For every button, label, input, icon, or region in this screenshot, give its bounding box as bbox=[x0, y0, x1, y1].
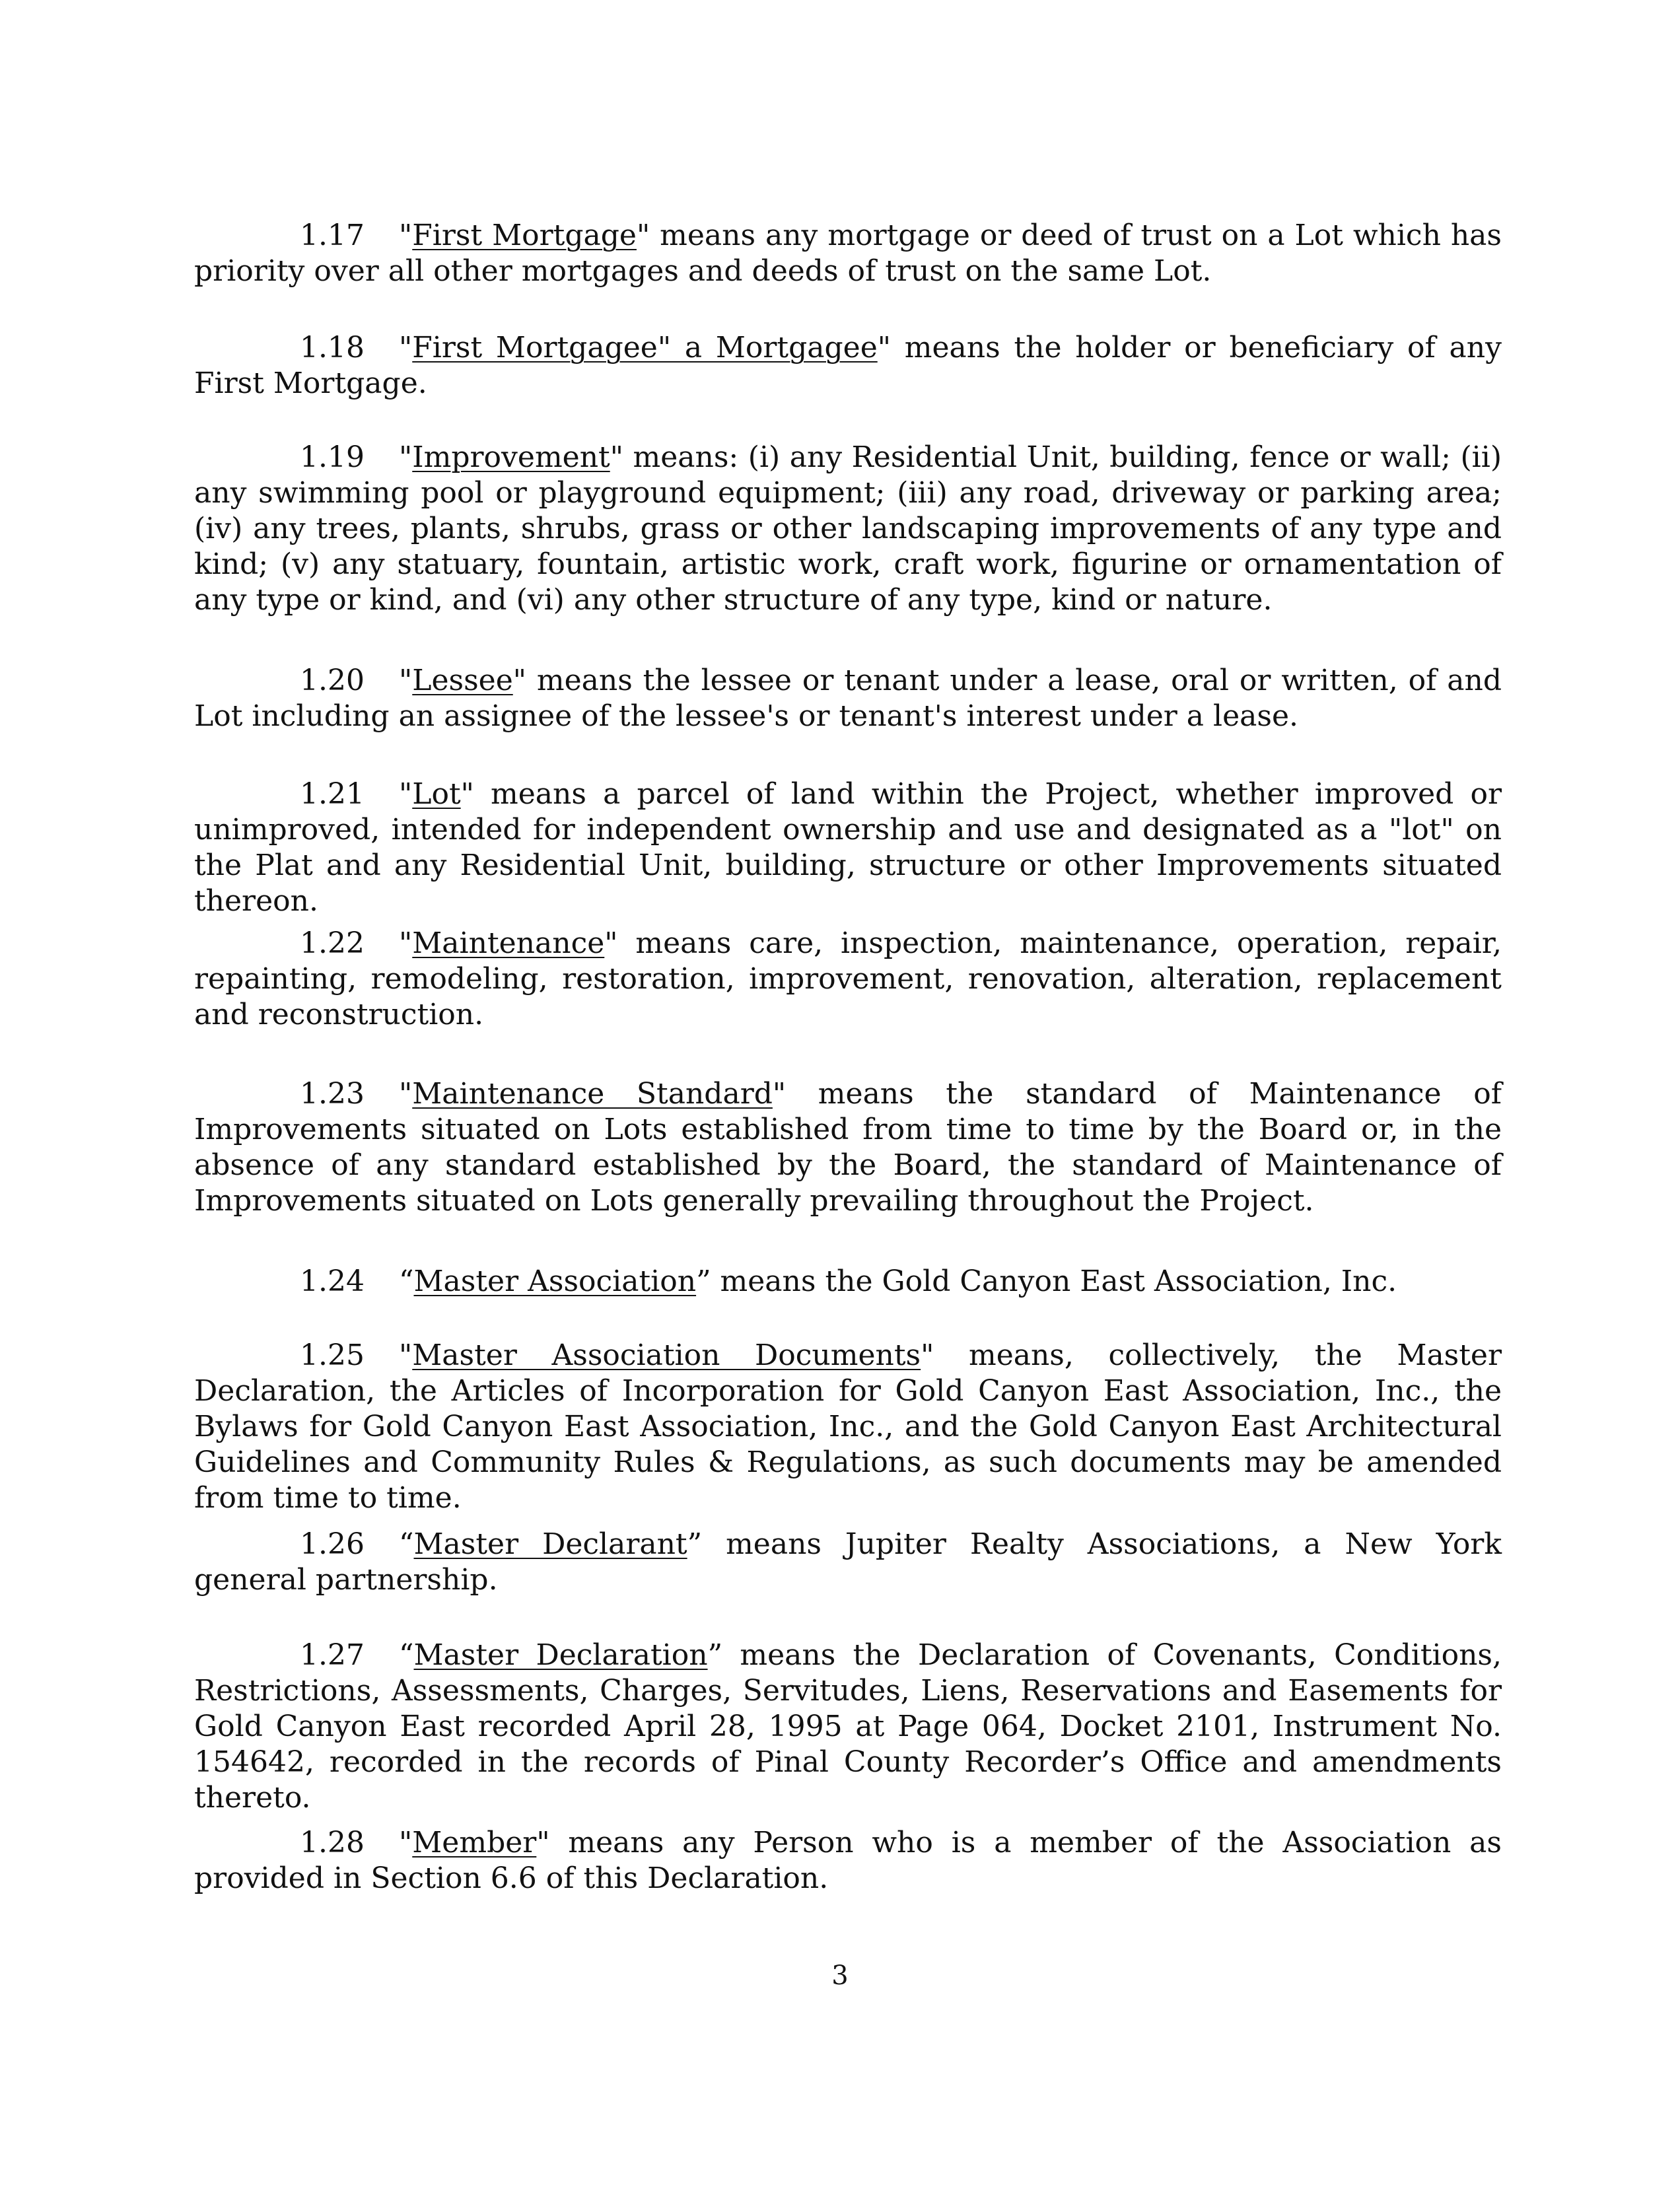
definition-text: means the Gold Canyon East Association, Inc. bbox=[711, 1265, 1397, 1298]
defined-term: Member bbox=[412, 1826, 537, 1859]
definition-text: means the standard of Maintenance of Improvements situated on Lots established from time to time by the Board or, in the absence of any standard established by the Board, the standard of Maintenance of Improvements situated on Lots generally prevailing throughout the Project. bbox=[194, 1077, 1502, 1218]
defined-term: Master Association bbox=[413, 1265, 697, 1298]
definition-1-19: 1.19 "Improvement" means: (i) any Residential Unit, building, fence or wall; (ii) any swimming pool or playground equipment; (iii) any road, driveway or parking area; (iv) any trees, plants, shrubs, grass or other landscaping improvements of any type and kind; (v) any statuary, fountain, artistic work, craft work, figurine or ornamentation of any type or kind, and (vi) any other structure of any type, kind or nature. bbox=[194, 440, 1502, 617]
defined-term: Maintenance Standard bbox=[412, 1077, 773, 1111]
definition-text: means: (i) any Residential Unit, building, fence or wall; (ii) any swimming pool or playground equipment; (iii) any road, driveway or parking area; (iv) any trees, plants, shrubs, grass or other landscaping improvements of any type and kind; (v) any statuary, fountain, artistic work, craft work, figurine or ornamentation of any type or kind, and (vi) any other structure of any type, kind or nature. bbox=[194, 440, 1502, 617]
page-number: 3 bbox=[831, 1961, 849, 1991]
definition-1-23: 1.23 "Maintenance Standard" means the standard of Maintenance of Improvements situated on Lots established from time to time by the Board or, in the absence of any standard established by the Board, the standard of Maintenance of Improvements situated on Lots generally prevailing throughout the Project. bbox=[194, 1077, 1502, 1218]
definition-1-20: 1.20 "Lessee" means the lessee or tenant under a lease, oral or written, of and Lot including an assignee of the lessee's or tenant's interest under a lease. bbox=[194, 664, 1502, 733]
definition-1-25: 1.25 "Master Association Documents" means, collectively, the Master Declaration, the Articles of Incorporation for Gold Canyon East Association, Inc., the Bylaws for Gold Canyon East Association, Inc., and the Gold Canyon East Architectural Guidelines and Community Rules & Regulations, as such documents may be amended from time to time. bbox=[194, 1338, 1502, 1515]
section-number: 1.19 bbox=[300, 440, 365, 474]
definition-text: means, collectively, the Master Declaration, the Articles of Incorporation for Gold Canyon East Association, Inc., the Bylaws for Gold Canyon East Association, Inc., and the Gold Canyon East Architectural Guidelines and Community Rules & Regulations, as such documents may be amended from time to time. bbox=[194, 1338, 1502, 1515]
section-number: 1.22 bbox=[300, 926, 365, 960]
section-number: 1.27 bbox=[300, 1638, 365, 1672]
section-number: 1.24 bbox=[300, 1265, 365, 1298]
section-number: 1.28 bbox=[300, 1826, 365, 1859]
defined-term: First Mortgagee" a Mortgagee bbox=[412, 331, 878, 364]
section-number: 1.25 bbox=[300, 1338, 365, 1372]
section-number: 1.21 bbox=[300, 777, 365, 811]
definition-1-18: 1.18 "First Mortgagee" a Mortgagee" means the holder or beneficiary of any First Mortgage. bbox=[194, 331, 1502, 400]
definition-1-21: 1.21 "Lot" means a parcel of land within the Project, whether improved or unimproved, intended for independent ownership and use and designated as a "lot" on the Plat and any Residential Unit, building, structure or other Improvements situated thereon. bbox=[194, 777, 1502, 918]
defined-term: Master Declarant bbox=[413, 1527, 687, 1561]
definition-text: means the lessee or tenant under a lease, oral or written, of and Lot including an assignee of the lessee's or tenant's interest under a lease. bbox=[194, 664, 1502, 733]
definition-1-27: 1.27 “Master Declaration” means the Declaration of Covenants, Conditions, Restrictions, Assessments, Charges, Servitudes, Liens, Reservations and Easements for Gold Canyon East recorded April 28, 1995 at Page 064, Docket 2101, Instrument No. 154642, recorded in the records of Pinal County Recorder’s Office and amendments thereto. bbox=[194, 1638, 1502, 1815]
section-number: 1.26 bbox=[300, 1527, 365, 1561]
definition-1-24: 1.24 “Master Association” means the Gold Canyon East Association, Inc. bbox=[300, 1265, 1397, 1298]
section-number: 1.23 bbox=[300, 1077, 365, 1111]
defined-term: Improvement bbox=[412, 440, 610, 474]
defined-term: Master Declaration bbox=[413, 1638, 708, 1672]
definition-text: means any Person who is a member of the Association as provided in Section 6.6 of this Declaration. bbox=[194, 1826, 1502, 1895]
section-number: 1.20 bbox=[300, 664, 365, 697]
definition-1-26: 1.26 “Master Declarant” means Jupiter Realty Associations, a New York general partnership. bbox=[194, 1527, 1502, 1597]
defined-term: Maintenance bbox=[412, 926, 605, 960]
definition-text: means care, inspection, maintenance, operation, repair, repainting, remodeling, restoration, improvement, renovation, alteration, replacement and reconstruction. bbox=[194, 926, 1502, 1031]
defined-term: Lessee bbox=[412, 664, 513, 697]
definition-text: means Jupiter Realty Associations, a New York general partnership. bbox=[194, 1527, 1502, 1597]
definition-1-28: 1.28 "Member" means any Person who is a member of the Association as provided in Section 6.6 of this Declaration. bbox=[194, 1826, 1502, 1895]
definition-1-22: 1.22 "Maintenance" means care, inspection, maintenance, operation, repair, repainting, remodeling, restoration, improvement, renovation, alteration, replacement and reconstruction. bbox=[194, 926, 1502, 1031]
section-number: 1.18 bbox=[300, 331, 365, 364]
definition-text: means any mortgage or deed of trust on a Lot which has priority over all other mortgages and deeds of trust on the same Lot. bbox=[194, 219, 1502, 288]
defined-term: First Mortgage bbox=[412, 219, 637, 252]
definition-text: means the holder or beneficiary of any First Mortgage. bbox=[194, 331, 1502, 400]
definition-1-17: 1.17 "First Mortgage" means any mortgage or deed of trust on a Lot which has priority over all other mortgages and deeds of trust on the same Lot. bbox=[194, 219, 1502, 288]
definition-text: means a parcel of land within the Project, whether improved or unimproved, intended for independent ownership and use and designated as a "lot" on the Plat and any Residential Unit, building, structure or other Improvements situated thereon. bbox=[194, 777, 1502, 918]
defined-term: Master Association Documents bbox=[412, 1338, 921, 1372]
definition-text: means the Declaration of Covenants, Conditions, Restrictions, Assessments, Charges, Servitudes, Liens, Reservations and Easements for Gold Canyon East recorded April 28, 1995 at Page 064, Docket 2101, Instrument No. 154642, recorded in the records of Pinal County Recorder’s Office and amendments thereto. bbox=[194, 1638, 1502, 1815]
defined-term: Lot bbox=[412, 777, 461, 811]
section-number: 1.17 bbox=[300, 219, 365, 252]
